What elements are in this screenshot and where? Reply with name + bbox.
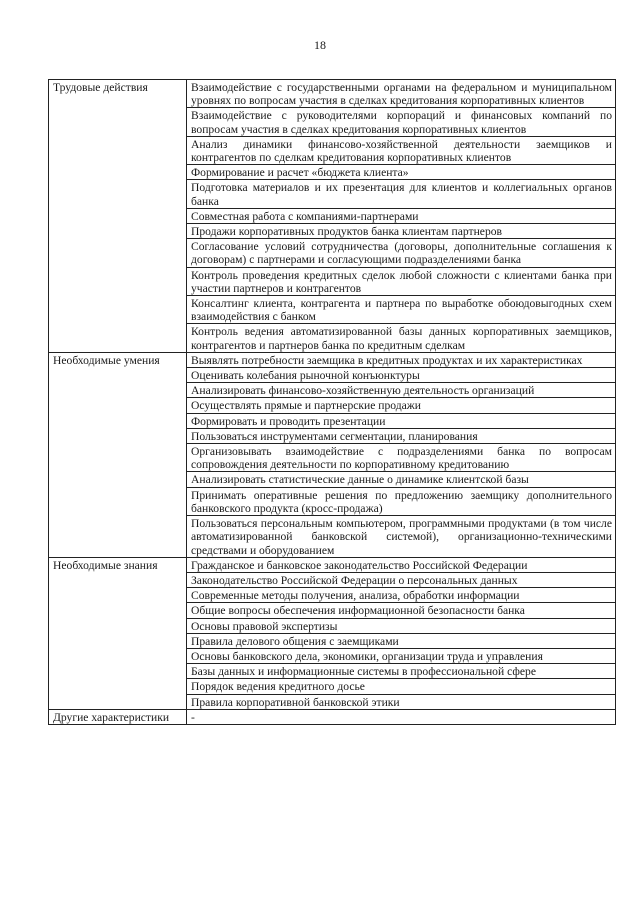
section-item: Законодательство Российской Федерации о персональных данных bbox=[187, 572, 616, 587]
section-item: Правила корпоративной банковской этики bbox=[187, 694, 616, 709]
table-row bbox=[49, 352, 616, 367]
section-item: - bbox=[187, 709, 616, 724]
section-label-required-knowledge: Необходимые знания bbox=[49, 557, 187, 709]
section-item: Взаимодействие с государственными органами на федеральном и муниципальном уровнях по вопросам участия в сделках кредитования корпоративных клиентов bbox=[187, 80, 616, 108]
section-label-labor-actions: Трудовые действия bbox=[49, 80, 187, 353]
table-row bbox=[49, 80, 616, 108]
section-item: Взаимодействие с руководителями корпораций и финансовых компаний по вопросам участия в сделках кредитования корпоративных клиентов bbox=[187, 108, 616, 136]
section-item: Формирование и расчет «бюджета клиента» bbox=[187, 165, 616, 180]
section-item: Согласование условий сотрудничества (договоры, дополнительные соглашения к договорам) с партнерами и согласующими подразделениями банка bbox=[187, 239, 616, 267]
section-item: Анализ динамики финансово-хозяйственной деятельности заемщиков и контрагентов по сделкам кредитования корпоративных клиентов bbox=[187, 136, 616, 164]
section-item: Выявлять потребности заемщика в кредитных продуктах и их характеристиках bbox=[187, 352, 616, 367]
section-item: Анализировать статистические данные о динамике клиентской базы bbox=[187, 472, 616, 487]
section-item: Пользоваться инструментами сегментации, планирования bbox=[187, 428, 616, 443]
qualification-table bbox=[48, 79, 616, 725]
section-item: Продажи корпоративных продуктов банка клиентам партнеров bbox=[187, 224, 616, 239]
section-item: Общие вопросы обеспечения информационной безопасности банка bbox=[187, 603, 616, 618]
section-item: Организовывать взаимодействие с подразделениями банка по вопросам сопровождения деятельности по корпоративному кредитованию bbox=[187, 444, 616, 472]
section-item: Гражданское и банковское законодательство Российской Федерации bbox=[187, 557, 616, 572]
section-item: Правила делового общения с заемщиками bbox=[187, 633, 616, 648]
section-item: Принимать оперативные решения по предложению заемщику дополнительного банковского продукта (кросс-продажа) bbox=[187, 487, 616, 515]
section-label-other-characteristics: Другие характеристики bbox=[49, 709, 187, 724]
section-item: Контроль ведения автоматизированной базы данных корпоративных заемщиков, контрагентов и партнеров банка по кредитным сделкам bbox=[187, 324, 616, 352]
section-item: Осуществлять прямые и партнерские продажи bbox=[187, 398, 616, 413]
section-item: Консалтинг клиента, контрагента и партнера по выработке обоюдовыгодных схем взаимодействия с банком bbox=[187, 296, 616, 324]
page-number: 18 bbox=[314, 38, 326, 52]
section-item: Порядок ведения кредитного досье bbox=[187, 679, 616, 694]
section-item: Оценивать колебания рыночной конъюнктуры bbox=[187, 368, 616, 383]
section-item: Контроль проведения кредитных сделок любой сложности с клиентами банка при участии партнеров и контрагентов bbox=[187, 267, 616, 295]
section-item: Совместная работа с компаниями-партнерами bbox=[187, 208, 616, 223]
section-item: Основы банковского дела, экономики, организации труда и управления bbox=[187, 648, 616, 663]
table-row bbox=[49, 709, 616, 724]
section-item: Основы правовой экспертизы bbox=[187, 618, 616, 633]
section-item: Базы данных и информационные системы в профессиональной сфере bbox=[187, 664, 616, 679]
section-item: Формировать и проводить презентации bbox=[187, 413, 616, 428]
section-item: Пользоваться персональным компьютером, программными продуктами (в том числе автоматизированной банковской системой), организационно-техническими средствами и оборудованием bbox=[187, 516, 616, 558]
table-row bbox=[49, 557, 616, 572]
section-item: Современные методы получения, анализа, обработки информации bbox=[187, 588, 616, 603]
qualification-table-body bbox=[49, 80, 616, 725]
section-item: Подготовка материалов и их презентация для клиентов и коллегиальных органов банка bbox=[187, 180, 616, 208]
section-item: Анализировать финансово-хозяйственную деятельность организаций bbox=[187, 383, 616, 398]
section-label-required-skills: Необходимые умения bbox=[49, 352, 187, 557]
